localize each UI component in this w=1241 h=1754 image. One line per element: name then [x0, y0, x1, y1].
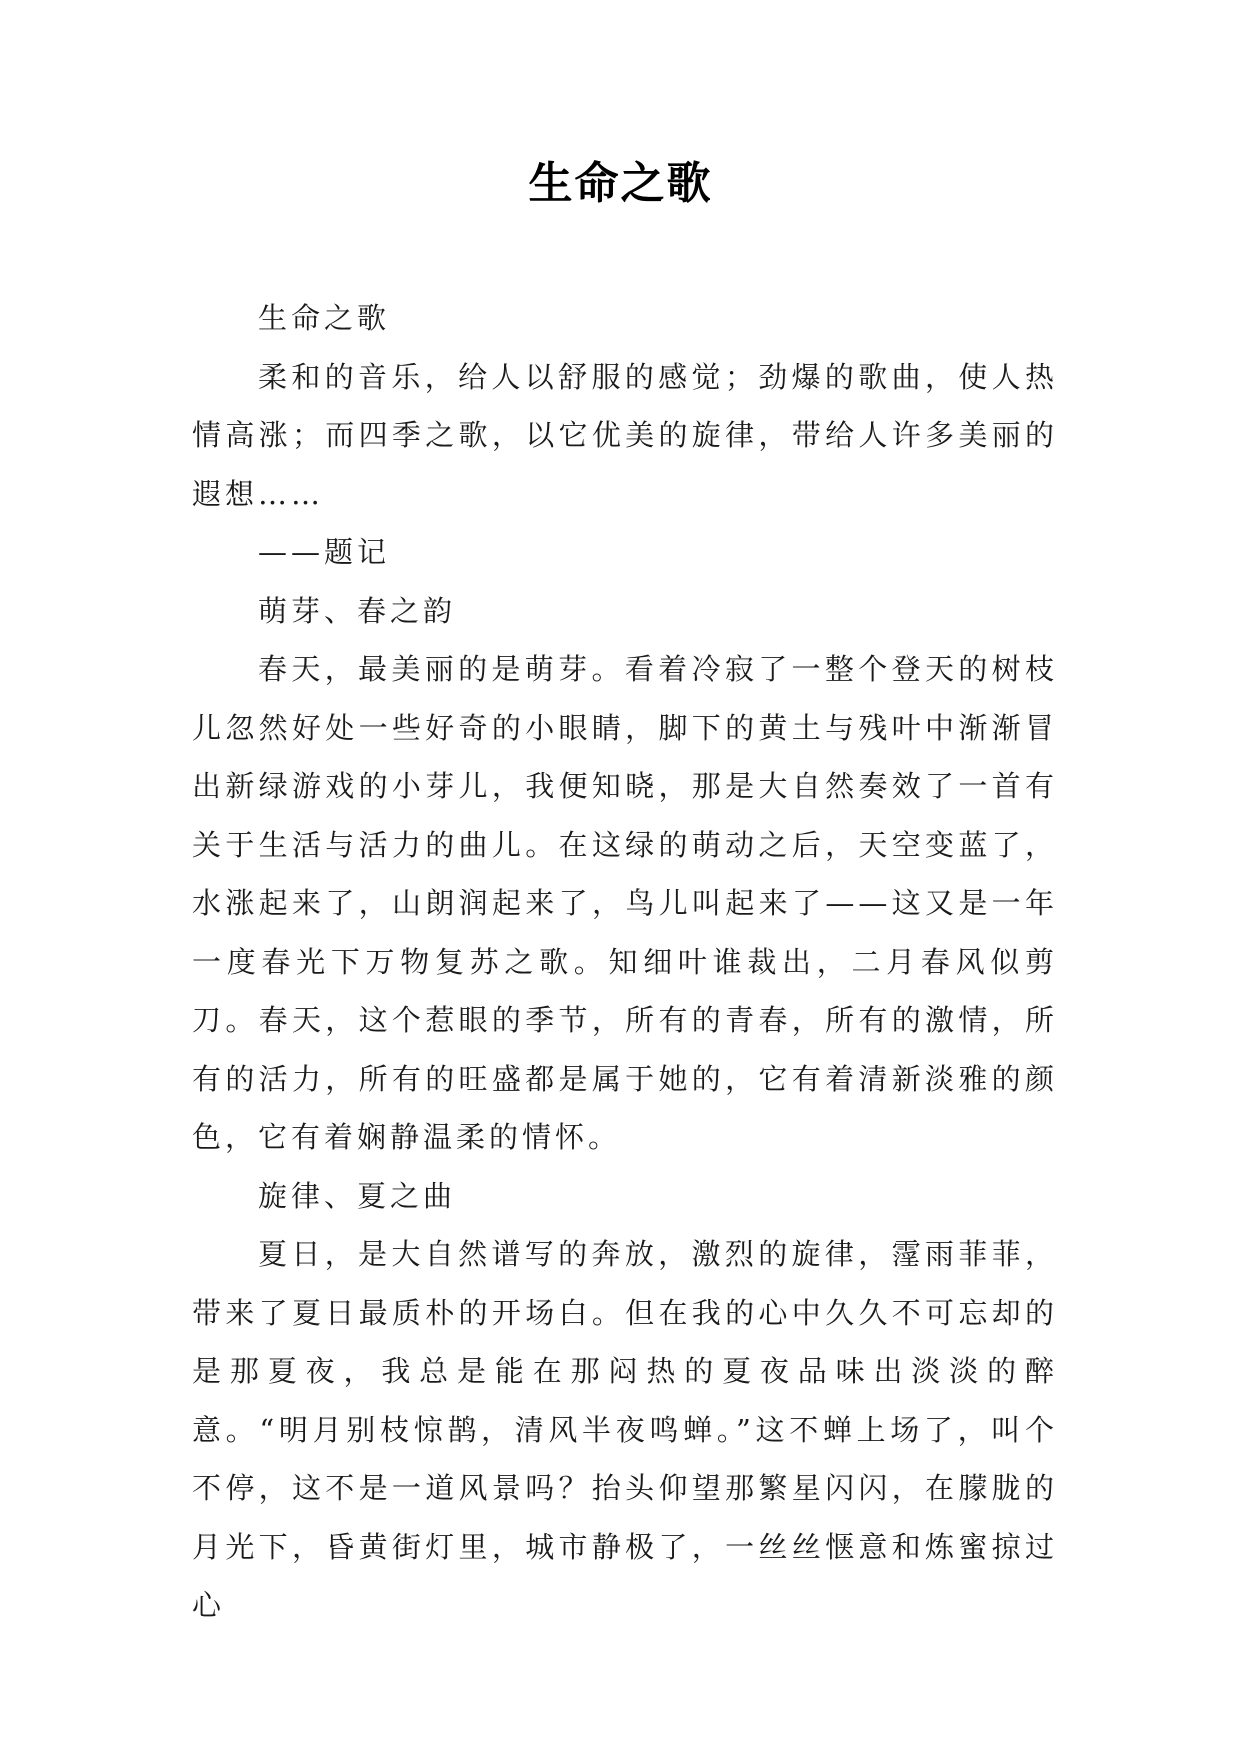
document-title: 生命之歌 — [528, 158, 713, 209]
section-heading-spring: 萌芽、春之韵 — [258, 593, 457, 628]
paragraph-epigraph-note: ——题记 — [258, 535, 391, 569]
paragraph-spring: 春天，最美丽的是萌芽。看着冷寂了一整个登天的树枝儿忽然好处一些好奇的小眼睛，脚下的黄土与残叶中渐渐冒出新绿游戏的小芽儿，我便知晓，那是大自然奏效了一首有关于生活与活力的曲儿。在这绿的萌动之后，天空变蓝了，水涨起来了，山朗润起来了，鸟儿叫起来了——这又是一年一度春光下万物复苏之歌。知细叶谁裁出，二月春风似剪刀。春天，这个惹眼的季节，所有的青春，所有的激情，所有的活力，所有的旺盛都是属于她的，它有着清新淡雅的颜色，它有着娴静温柔的情怀。 — [192, 652, 1058, 1154]
paragraph-subtitle: 生命之歌 — [258, 301, 391, 335]
paragraph-summer: 夏日，是大自然谱写的奔放，激烈的旋律，霪雨菲菲，带来了夏日最质朴的开场白。但在我的心中久久不可忘却的是那夏夜，我总是能在那闷热的夏夜品味出淡淡的醉意。“明月别枝惊鹊，清风半夜鸣蝉。”这不蝉上场了，叫个不停，这不是一道风景吗？抬头仰望那繁星闪闪，在朦胧的月光下，昏黄街灯里，城市静极了，一丝丝惬意和炼蜜掠过心 — [192, 1237, 1058, 1622]
section-heading-summer: 旋律、夏之曲 — [258, 1178, 457, 1213]
paragraph-intro: 柔和的音乐，给人以舒服的感觉；劲爆的歌曲，使人热情高涨；而四季之歌，以它优美的旋律，带给人许多美丽的遐想…… — [192, 359, 1058, 511]
document-body — [192, 289, 1058, 1635]
